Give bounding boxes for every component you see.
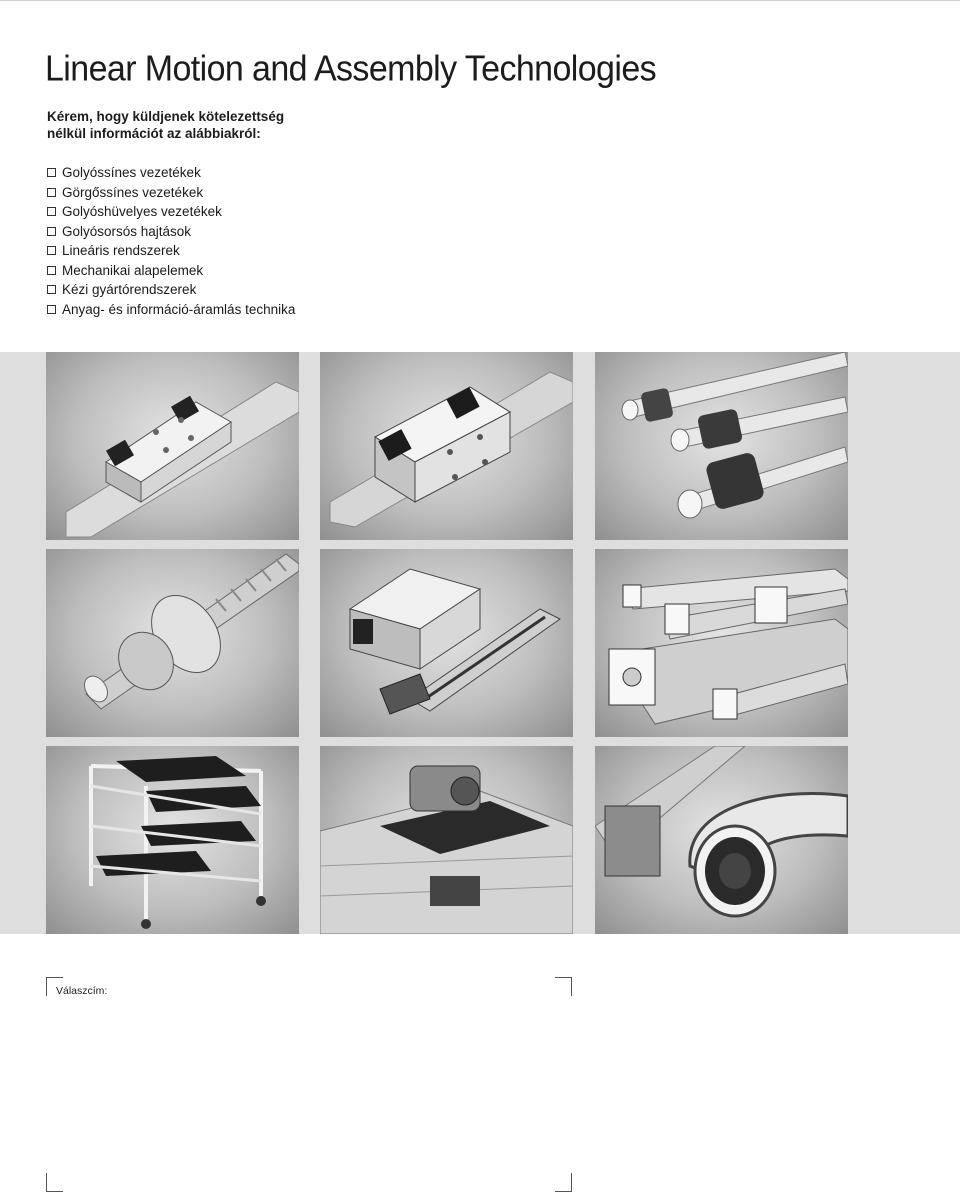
intro-line-1: Kérem, hogy küldjenek kötelezettség (47, 109, 285, 124)
checkbox[interactable] (47, 188, 56, 197)
checklist-label: Mechanikai alapelemek (62, 262, 204, 278)
manual-workstation-rack-photo (46, 746, 299, 934)
checkbox[interactable] (47, 305, 56, 314)
ball-screw-drive-photo (46, 549, 299, 737)
checkbox[interactable] (47, 266, 56, 275)
crop-mark-bottom-right (555, 1173, 572, 1192)
intro-line-2: nélkül információt az alábbiakról: (47, 126, 261, 141)
checklist-label: Lineáris rendszerek (62, 243, 180, 258)
checklist-label: Golyósorsós hajtások (62, 223, 192, 239)
checkbox[interactable] (47, 246, 56, 255)
checklist-label: Görgőssínes vezetékek (62, 184, 204, 200)
checklist-item[interactable] (47, 261, 295, 281)
checklist-item[interactable] (47, 202, 295, 222)
checklist-item[interactable] (47, 280, 295, 300)
checklist-label: Anyag- és információ-áramlás technika (62, 301, 296, 317)
checkbox[interactable] (47, 207, 56, 216)
checkbox[interactable] (47, 227, 56, 236)
checklist-item[interactable] (47, 222, 295, 242)
checkbox[interactable] (47, 168, 56, 177)
roller-rail-system-photo (320, 352, 573, 540)
checklist-label: Kézi gyártórendszerek (62, 282, 197, 297)
reply-address-label: Válaszcím: (56, 985, 108, 997)
checklist-item[interactable] (47, 300, 295, 320)
page-title: Linear Motion and Assembly Technologies (45, 49, 657, 89)
checklist-item[interactable] (47, 241, 295, 261)
checklist-label: Golyóshüvelyes vezetékek (62, 204, 222, 219)
checklist-item[interactable] (47, 163, 295, 183)
checkbox[interactable] (47, 285, 56, 294)
linear-bushing-photo (595, 352, 848, 540)
intro-text (47, 108, 377, 142)
crop-mark-bottom-left (46, 1173, 63, 1192)
chain-conveyor-photo (595, 746, 848, 934)
info-request-checklist (47, 163, 295, 319)
aluminum-profile-photo (595, 549, 848, 737)
checklist-label: Golyóssínes vezetékek (62, 165, 201, 180)
top-rule (0, 0, 960, 1)
ball-rail-system-photo (46, 352, 299, 540)
checklist-item[interactable] (47, 183, 295, 203)
crop-mark-top-right (555, 977, 572, 996)
linear-module-photo (320, 549, 573, 737)
transfer-system-photo (320, 746, 573, 934)
